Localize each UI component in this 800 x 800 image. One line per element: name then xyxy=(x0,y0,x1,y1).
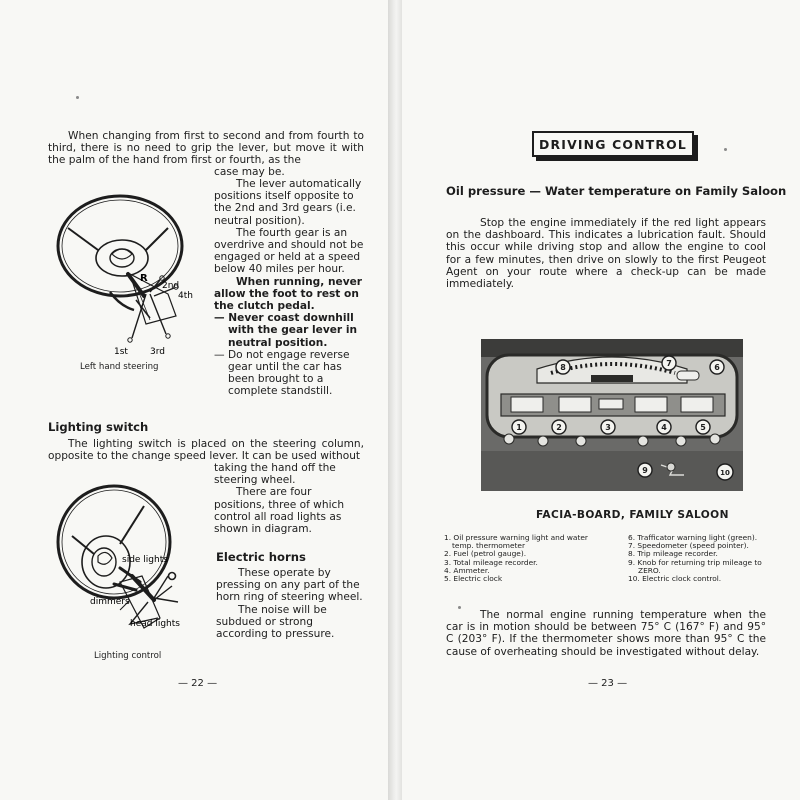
horns-heading: Electric horns xyxy=(216,550,306,564)
position-marker xyxy=(169,573,176,580)
first-gear-label: 1st xyxy=(114,347,128,357)
facia-legend-left xyxy=(444,534,619,583)
section-title: DRIVING CONTROL xyxy=(532,131,694,157)
lighting-diagram xyxy=(50,478,210,648)
legend-item: 10. Electric clock control. xyxy=(628,574,722,584)
horns-paragraph: These operate by pressing on any part of the horn ring of steering wheel. xyxy=(216,567,363,604)
callout-2: 2 xyxy=(556,423,562,432)
speck xyxy=(458,606,461,609)
page-left xyxy=(0,0,388,800)
callout-7: 7 xyxy=(666,359,672,368)
lighting-paragraph: The lighting switch is placed on the steering column, opposite to the change speed lever. It can be used without xyxy=(48,438,364,463)
callout-10: 10 xyxy=(720,469,730,477)
gear-change-paragraph: When changing from first to second and from fourth to third, there is no need to grip the lever, but move it with the palm of the hand from first or fourth, as the xyxy=(48,130,364,167)
horns-text xyxy=(216,567,364,640)
callout-3: 3 xyxy=(605,423,611,432)
steering-wheel-rim xyxy=(58,486,170,598)
lighting-paragraph-cont xyxy=(214,462,362,535)
lighting-diagram-caption: Lighting control xyxy=(94,651,162,661)
lever-note: The fourth gear is an overdrive and should not be engaged or held at a speed below 40 miles per hour. xyxy=(214,226,364,276)
facia-board-photo xyxy=(481,339,743,491)
lighting-cont-line: There are four positions, three of which control all road lights as shown in diagram. xyxy=(214,486,345,536)
gear-diagram-caption: Left hand steering xyxy=(80,362,159,372)
second-gear-label: 2nd xyxy=(162,281,180,291)
legend-item: ZERO. xyxy=(638,565,661,575)
book-gutter xyxy=(388,0,402,800)
lighting-cont-line: taking the hand off the steering wheel. xyxy=(214,462,336,487)
callout-6: 6 xyxy=(714,363,720,372)
head-lights-label: head lights xyxy=(130,619,180,629)
oil-pressure-heading: Oil pressure — Water temperature on Family Saloon xyxy=(446,184,787,198)
clutch-warning: When running, never allow the foot to rest on the clutch pedal. xyxy=(214,275,363,313)
reverse-warning: — Do not engage reverse gear until the car has been brought to a complete standstill. xyxy=(214,348,350,398)
legend-item: 7. Speedometer (speed pointer). xyxy=(628,541,749,551)
fourth-gear-label: 4th xyxy=(178,291,193,301)
coast-warning: — Never coast downhill with the gear lever in neutral position. xyxy=(214,312,358,349)
speck xyxy=(76,96,79,99)
lighting-heading: Lighting switch xyxy=(48,420,149,434)
legend-item: temp. thermometer xyxy=(452,541,526,551)
legend-item: 2. Fuel (petrol gauge). xyxy=(444,549,527,559)
reverse-label: R xyxy=(140,273,148,284)
legend-item: 1. Oil pressure warning light and water xyxy=(444,533,588,542)
third-gear-label: 3rd xyxy=(150,347,165,357)
callout-5: 5 xyxy=(700,423,706,432)
callout-4: 4 xyxy=(661,423,667,432)
dimmers-label: dimmers xyxy=(90,597,130,607)
facia-legend-right xyxy=(628,534,778,583)
gear-change-paragraph-cont: case may be. xyxy=(214,166,285,178)
callout-1: 1 xyxy=(516,423,522,432)
legend-item: 4. Ammeter. xyxy=(444,565,490,575)
callout-8: 8 xyxy=(560,363,566,372)
page-number: — 23 — xyxy=(588,678,628,689)
lever-notes xyxy=(214,178,364,398)
legend-item: 9. Knob for returning trip mileage to xyxy=(628,557,762,567)
facia-board-heading: FACIA-BOARD, FAMILY SALOON xyxy=(536,509,729,521)
horn-ring xyxy=(96,240,148,276)
horns-paragraph: The noise will be subdued or strong according to pressure. xyxy=(216,603,335,641)
lever-note: The lever automatically positions itself opposite to the 2nd and 3rd gears (i.e. neutral position). xyxy=(214,178,362,227)
legend-item: 3. Total mileage recorder. xyxy=(444,557,538,567)
oil-pressure-paragraph: Stop the engine immediately if the red light appears on the dashboard. This indicates a lubrication fault. Should this occur while driving stop and allow the engine to cool for a few minutes, then drive on slowly to the first Peugeot Agent on your route where a check-up can be made immediately. xyxy=(446,217,766,291)
speck xyxy=(724,148,727,151)
side-lights-label: side lights xyxy=(122,555,168,565)
legend-item: 8. Trip mileage recorder. xyxy=(628,549,718,559)
gear-lever-diagram xyxy=(50,188,210,358)
page-number: — 22 — xyxy=(178,678,218,689)
legend-item: 6. Trafficator warning light (green). xyxy=(628,533,758,542)
callout-9: 9 xyxy=(642,466,648,475)
engine-temperature-paragraph: The normal engine running temperature when the car is in motion should be between 75° C (167° F) and 95° C (203° F). If the thermometer shows more than 95° C the cause of overheating should be investigated without delay. xyxy=(446,609,766,658)
legend-item: 5. Electric clock xyxy=(444,574,503,584)
